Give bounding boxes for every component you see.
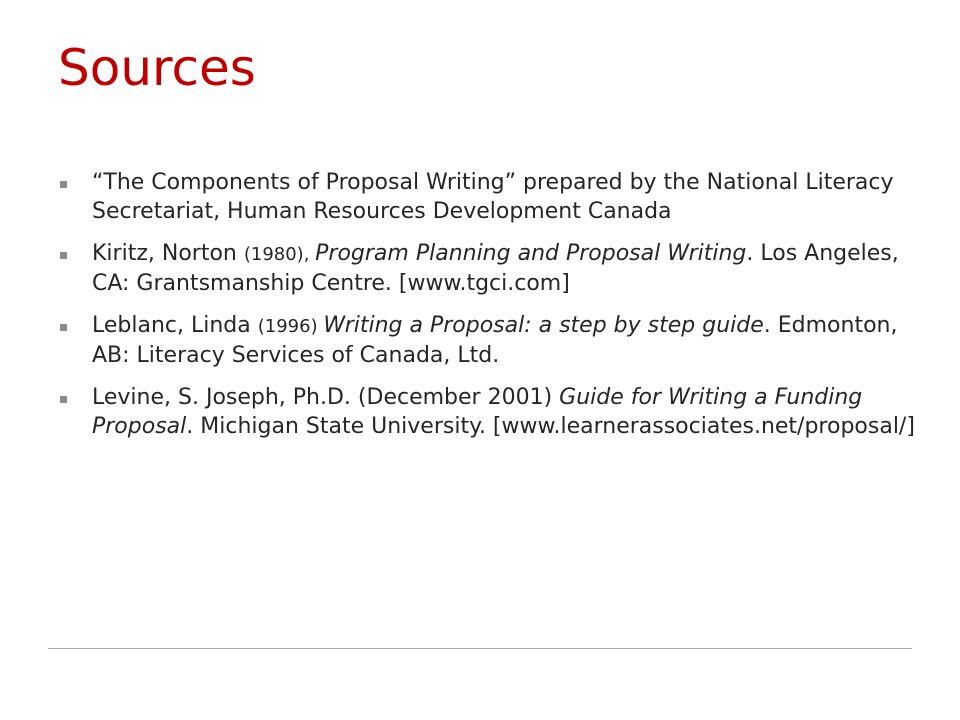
source-author: Leblanc, Linda	[92, 313, 258, 338]
source-title: Program Planning and Proposal Writing	[315, 241, 747, 266]
square-bullet-icon	[60, 324, 67, 331]
source-title: Guide for Writing a Funding Proposal	[92, 385, 863, 439]
square-bullet-icon	[60, 181, 67, 188]
source-year: (1996)	[257, 316, 324, 337]
source-year: (1980),	[243, 244, 316, 265]
source-details: . Edmonton, AB: Literacy Services of Canada, Ltd.	[92, 313, 898, 368]
square-bullet-icon	[60, 252, 67, 259]
slide-title: Sources	[58, 39, 256, 97]
source-list	[58, 168, 918, 454]
source-author: Kiritz, Norton	[92, 241, 244, 266]
footer-divider	[48, 648, 912, 649]
source-text: “The Components of Proposal Writing” prepared by the National Literacy Secretariat, Human Resources Development Canada	[92, 170, 894, 224]
source-author: Levine, S. Joseph, Ph.D. (December 2001)	[92, 385, 560, 410]
list-item	[58, 168, 918, 226]
list-item	[58, 239, 918, 298]
source-details: . Michigan State University. [www.learnerassociates.net/proposal/]	[186, 414, 915, 439]
list-item	[58, 311, 918, 370]
source-title: Writing a Proposal: a step by step guide	[323, 313, 764, 338]
list-item	[58, 383, 918, 441]
source-details: . Los Angeles, CA: Grantsmanship Centre. [www.tgci.com]	[92, 241, 899, 296]
square-bullet-icon	[60, 396, 67, 403]
